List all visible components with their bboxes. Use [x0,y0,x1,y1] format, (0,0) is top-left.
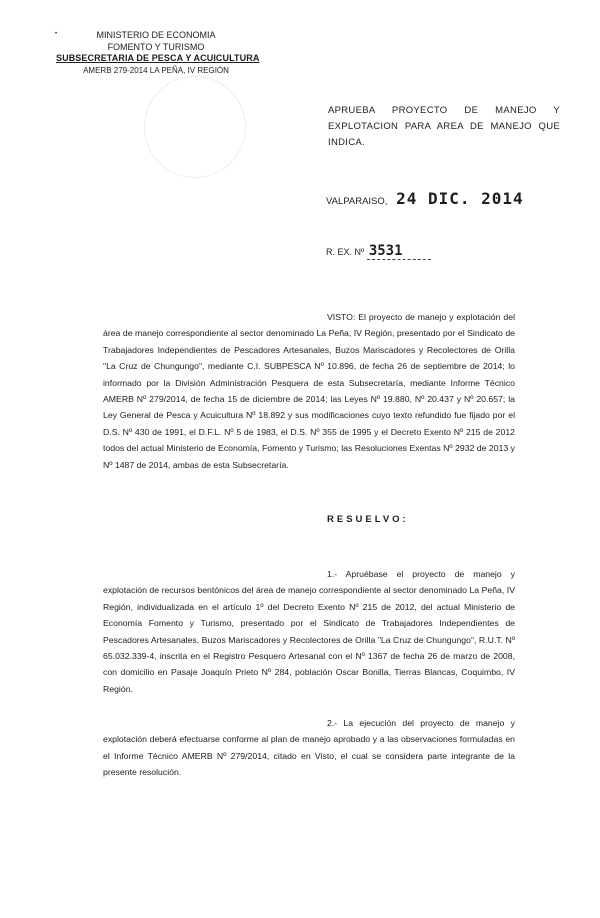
resuelvo-heading: RESUELVO: [327,514,409,525]
date-stamp: 24 DIC. 2014 [396,189,524,208]
letterhead [56,30,260,76]
date-place: VALPARAISO, [326,196,388,207]
subsecretaria-line: SUBSECRETARIA DE PESCA Y ACUICULTURA [56,53,260,63]
resolution-point-2: 2.- La ejecución del proyecto de manejo y explotación deberá efectuarse conforme al plan de manejo aprobado y a las observaciones formuladas en el Informe Técnico AMERB Nº 279/2014, citado en Visto, el cual se considera parte integrante de la presente resolución. [103,718,515,778]
visto-paragraph: VISTO: El proyecto de manejo y explotación del área de manejo correspondiente al sector denominado La Peña, IV Región, presentado por el Sindicato de Trabajadores Independientes de Pescadores Artesanales, Buzos Mariscadores y Recolectores de Orilla "La Cruz de Chungungo", mediante C.I. SUBPESCA Nº 10.896, de fecha 26 de septiembre de 2014; lo informado por la División Administración Pesquera de esta Subsecretaría, mediante Informe Técnico AMERB Nº 279/2014, de fecha 15 de diciembre de 2014; las Leyes Nº 19.880, Nº 20.437 y Nº 20.657; la Ley General de Pesca y Acuicultura Nº 18.892 y sus modificaciones cuyo texto refundido fue fijado por el D.S. Nº 430 de 1991, el D.F.L. Nº 5 de 1983, el D.S. Nº 355 de 1995 y el Decreto Exento Nº 215 de 2012 todos del actual Ministerio de Economía, Fomento y Turismo; las Resoluciones Exentas Nº 2932 de 2013 y Nº 1487 de 2014, ambas de esta Subsecretaría. [103,312,515,470]
approval-summary: APRUEBA PROYECTO DE MANEJO Y EXPLOTACION PARA AREA DE MANEJO QUE INDICA. [328,105,560,148]
faded-seal [144,76,246,178]
resolution-point-1: 1.- Apruébase el proyecto de manejo y explotación de recursos bentónicos del área de manejo correspondiente al sector denominado La Peña, IV Región, individualizada en el artículo 1º del Decreto Exento Nº 215 de 2012, del actual Ministerio de Economía Fomento y Turismo, presentado por el Sindicato de Trabajadores Independientes de Pescadores Artesanales, Buzos Mariscadores y Recolectores de Orilla "La Cruz de Chungungo", R.U.T. Nº 65.032.339-4, inscrita en el Registro Pesquero Artesanal con el Nº 1367 de fecha 26 de marzo de 2008, con domicilio en Pasaje Joaquín Prieto Nº 284, población Oscar Bonilla, Tierras Blancas, Coquimbo, IV Región. [103,569,515,694]
ministry-line: MINISTERIO DE ECONOMIA [96,30,216,40]
resolution-number [326,243,431,260]
margin-mark: • [55,31,58,37]
reference-line: AMERB 279-2014 LA PEÑA, IV REGIÓN [83,65,229,75]
rex-number: 3531 [367,243,431,260]
date-line [326,189,524,208]
rex-label: R. EX. Nº [326,247,365,257]
ministry-line-2: FOMENTO Y TURISMO [107,41,205,52]
